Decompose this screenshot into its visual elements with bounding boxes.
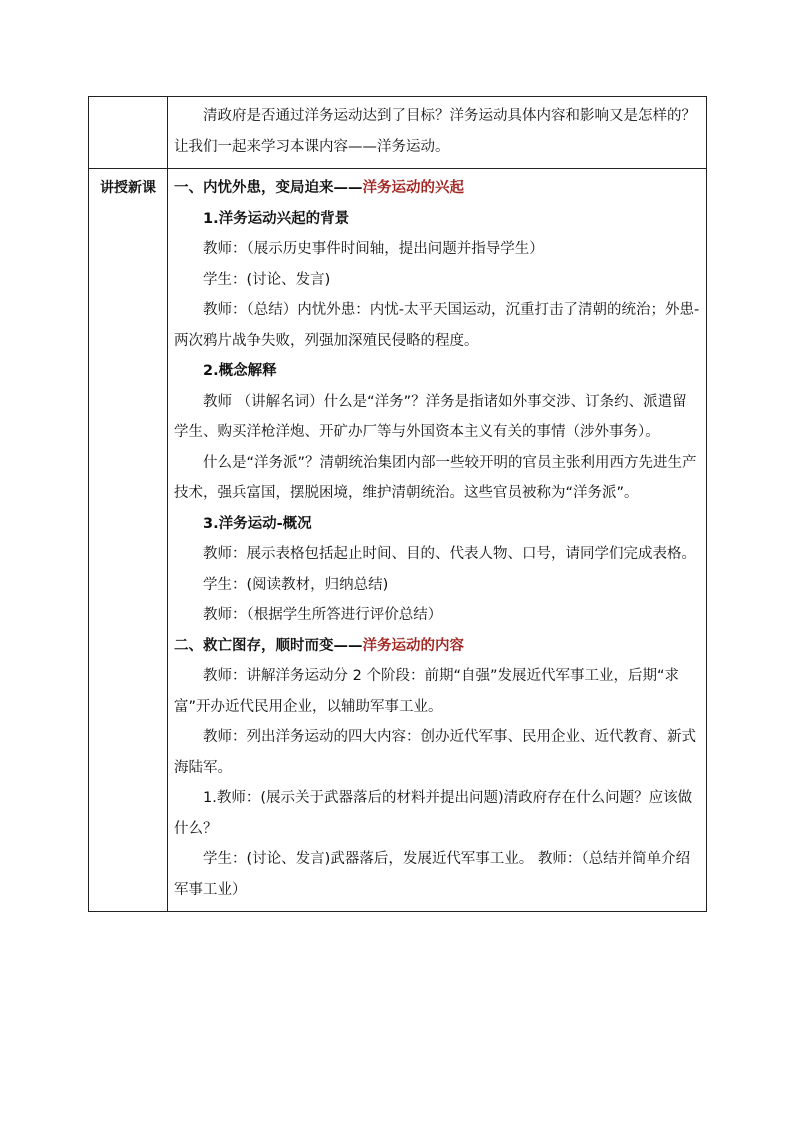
part1-heading-highlight: 洋务运动的兴起 (362, 180, 464, 196)
part2-heading (174, 631, 700, 662)
new-lesson-content-cell (168, 169, 707, 912)
paragraph: 学生：(阅读教材，归纳总结) (203, 576, 389, 593)
intro-content-cell (168, 97, 707, 169)
paragraph: 教师：（根据学生所答进行评价总结） (203, 607, 443, 623)
paragraph: 什么是“洋务派”？清朝统治集团内部一些较开明的官员主张利用西方先进生产技术，强兵富国，摆脱困境，维护清朝统治。这些官员被称为“洋务派”。 (174, 454, 697, 501)
part2-heading-prefix: 二、救亡图存，顺时而变—— (174, 637, 363, 654)
part1-heading (174, 173, 700, 204)
part1-heading-prefix: 一、内忧外患，变局迫来—— (174, 180, 363, 196)
part2-heading-highlight: 洋务运动的内容 (362, 637, 464, 654)
paragraph: 教师：列出洋务运动的四大内容：创办近代军事、民用企业、近代教育、新式海陆军。 (174, 729, 696, 776)
paragraph: 教师 （讲解名词）什么是“洋务”？洋务是指诸如外事交涉、订条约、派遣留学生、购买洋枪洋炮、开矿办厂等与外国资本主义有关的事情（涉外事务）。 (174, 393, 687, 440)
paragraph: 学生：(讨论、发言) (203, 271, 331, 288)
paragraph: 教师：展示表格包括起止时间、目的、代表人物、口号，请同学们完成表格。 (203, 546, 696, 562)
part1-subheading-overview: 3.洋务运动-概况 (203, 515, 312, 532)
paragraph: 教师：（总结）内忧外患：内忧-太平天国运动，沉重打击了清朝的统治；外患-两次鸦片战争失败，列强加深殖民侵略的程度。 (174, 302, 700, 349)
part1-subheading-concepts: 2.概念解释 (203, 363, 277, 379)
paragraph: 学生：(讨论、发言)武器落后，发展近代军事工业。 教师：（总结并简单介绍军事工业） (174, 851, 691, 898)
section-label: 讲授新课 (89, 169, 168, 912)
new-lesson-row (89, 169, 707, 912)
paragraph: 教师：（展示历史事件时间轴，提出问题并指导学生） (203, 241, 544, 257)
part1-subheading-background: 1.洋务运动兴起的背景 (203, 210, 350, 227)
intro-label-cell (89, 97, 168, 169)
lesson-plan-table (88, 96, 707, 912)
intro-row (89, 97, 707, 169)
paragraph: 教师：讲解洋务运动分 2 个阶段：前期“自强”发展近代军事工业，后期“求富”开办近代民用企业，以辅助军事工业。 (174, 668, 679, 715)
intro-paragraph: 清政府是否通过洋务运动达到了目标？洋务运动具体内容和影响又是怎样的？让我们一起来学习本课内容——洋务运动。 (174, 108, 696, 155)
paragraph: 1.教师：(展示关于武器落后的材料并提出问题)清政府存在什么问题？应该做什么？ (174, 790, 693, 837)
